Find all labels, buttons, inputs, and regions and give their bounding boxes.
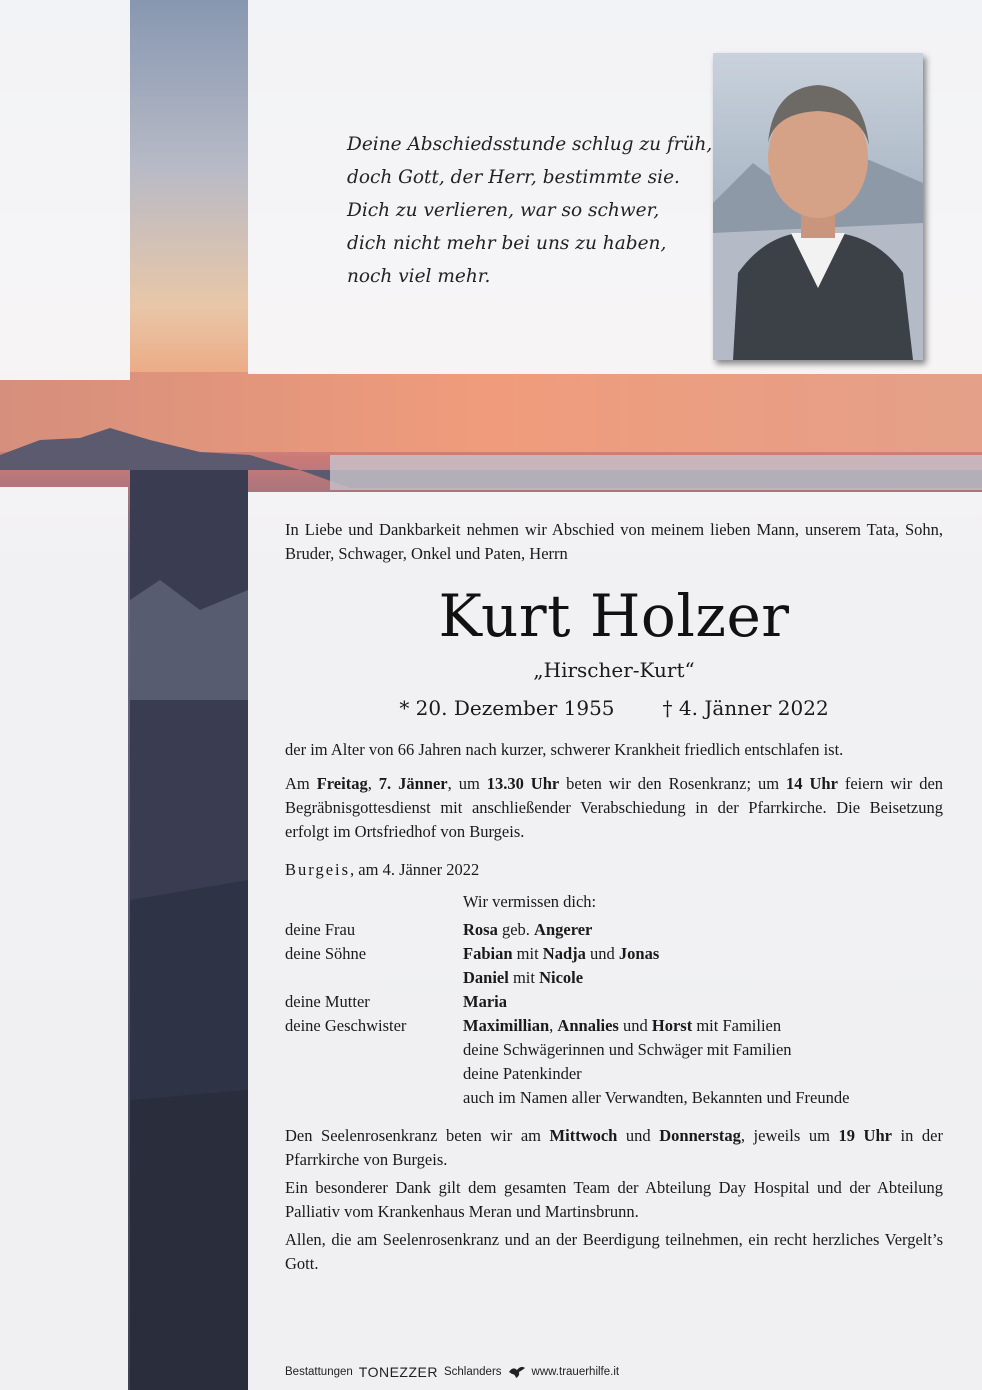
mass-time: 14 Uhr: [786, 774, 838, 793]
relation-label-empty: [285, 1086, 463, 1110]
text-span: geb.: [497, 920, 535, 939]
age-text: der im Alter von 66 Jahren nach kurzer, schwerer Krankheit friedlich entschlafen ist.: [285, 740, 844, 759]
name: Fabian: [463, 944, 513, 963]
miss-heading: Wir vermissen dich:: [463, 892, 597, 911]
footer-url: www.trauerhilfe.it: [531, 1366, 620, 1378]
family-names: [463, 942, 849, 966]
text-span: ,: [367, 774, 379, 793]
thanks-text: Ein besonderer Dank gilt dem gesamten Team der Abteilung Day Hospital und der Abteilung Palliativ vom Krankenhaus Meran und Martinsbrunn.: [285, 1178, 943, 1221]
life-dates: [285, 696, 943, 720]
family-row: [285, 1062, 849, 1086]
name: Nicole: [539, 968, 584, 987]
relation-label: deine Geschwister: [285, 1016, 407, 1035]
footer-company: TONEZZER: [358, 1364, 438, 1380]
family-list: [285, 918, 849, 1110]
text-span: ,: [549, 1016, 558, 1035]
name: Maria: [463, 992, 507, 1011]
family-row: [285, 942, 849, 966]
family-row: [285, 1038, 849, 1062]
family-row: [285, 966, 849, 990]
name: Jonas: [618, 944, 660, 963]
text-span: mit: [512, 944, 543, 963]
name: Angerer: [534, 920, 593, 939]
text-span: mit Familien: [692, 1016, 782, 1035]
final-text: Allen, die am Seelenrosenkranz und an der Beerdigung teilnehmen, ein recht herzliches Vergelt’s Gott.: [285, 1230, 943, 1273]
text-span: feiern wir den Begräbnisgottesdienst mit anschließender Verabschiedung in der Pfarrkirche. Die Beisetzung erfolgt im Ortsfriedhof von Burgeis.: [285, 774, 944, 841]
text-span: und: [617, 1126, 660, 1145]
verse-line: Deine Abschiedsstunde schlug zu früh,: [347, 134, 713, 155]
rosary-time: 13.30 Uhr: [486, 774, 560, 793]
text-span: und: [585, 944, 619, 963]
footer: [285, 1364, 619, 1380]
place-name: Burgeis: [285, 860, 351, 879]
rosary-day: Donnerstag: [659, 1126, 741, 1145]
family-row: [285, 918, 849, 942]
service-text: [285, 772, 943, 844]
portrait-photo: [713, 53, 923, 360]
rosary-day: Mittwoch: [549, 1126, 618, 1145]
name: Nadja: [542, 944, 586, 963]
verse-line: dich nicht mehr bei uns zu haben,: [347, 233, 667, 254]
death-date: † 4. Jänner 2022: [662, 696, 829, 720]
relation-label-empty: [285, 966, 463, 990]
text-span: Den Seelenrosenkranz beten wir am: [285, 1126, 550, 1145]
verse-line: noch viel mehr.: [347, 266, 491, 287]
name: Rosa: [463, 920, 498, 939]
relation-label: deine Söhne: [285, 944, 367, 963]
service-date: 7. Jänner: [378, 774, 448, 793]
family-row: [285, 1014, 849, 1038]
service-day: Freitag: [316, 774, 368, 793]
family-names: [463, 990, 849, 1014]
background-panel-bottom-left: [0, 487, 128, 1390]
deceased-name: Kurt Holzer: [438, 582, 790, 650]
family-names: [463, 1014, 849, 1038]
name: Horst: [651, 1016, 693, 1035]
family-names: deine Patenkinder: [463, 1064, 582, 1083]
nickname: „Hirscher-Kurt“: [533, 658, 695, 682]
relation-label: deine Frau: [285, 920, 356, 939]
name: Daniel: [463, 968, 509, 987]
dove-icon: [508, 1365, 526, 1379]
place-date-text: , am 4. Jänner 2022: [350, 860, 480, 879]
name: Maximillian: [463, 1016, 550, 1035]
text-span: in der Pfarrkirche von Burgeis.: [285, 1126, 943, 1169]
verse-line: Dich zu verlieren, war so schwer,: [347, 200, 660, 221]
relation-label: deine Mutter: [285, 992, 370, 1011]
family-names: [463, 918, 849, 942]
footer-town: Schlanders: [443, 1366, 502, 1378]
text-span: , um: [447, 774, 487, 793]
relation-label-empty: [285, 1062, 463, 1086]
family-names: [463, 966, 849, 990]
rosary-time: 19 Uhr: [838, 1126, 892, 1145]
birth-date: * 20. Dezember 1955: [399, 696, 615, 720]
place-date: [285, 858, 943, 882]
text-span: und: [618, 1016, 652, 1035]
relation-label-empty: [285, 1038, 463, 1062]
obituary-text: [285, 518, 943, 1276]
family-names: auch im Namen aller Verwandten, Bekannten und Freunde: [463, 1088, 850, 1107]
text-span: , jeweils um: [740, 1126, 839, 1145]
footer-prefix: Bestattungen: [285, 1366, 353, 1378]
name: Annalies: [557, 1016, 619, 1035]
memorial-verse: [347, 128, 712, 293]
family-row: [285, 1086, 849, 1110]
family-names: deine Schwägerinnen und Schwäger mit Familien: [463, 1040, 792, 1059]
text-span: beten wir den Rosenkranz; um: [559, 774, 787, 793]
verse-line: doch Gott, der Herr, bestimmte sie.: [347, 167, 680, 188]
rosary-text: [285, 1124, 943, 1172]
text-span: Am: [285, 774, 317, 793]
text-span: mit: [508, 968, 540, 987]
intro-text: In Liebe und Dankbarkeit nehmen wir Abschied von meinem lieben Mann, unserem Tata, Sohn, Bruder, Schwager, Onkel und Paten, Herrn: [285, 520, 943, 563]
family-row: [285, 990, 849, 1014]
background-panel-top-left: [0, 0, 130, 380]
